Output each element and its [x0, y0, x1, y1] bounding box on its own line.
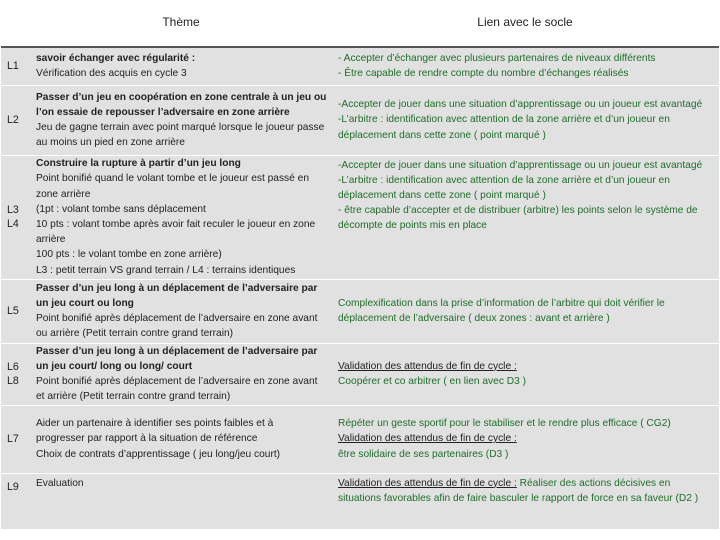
- theme-detail: 10 pts : volant tombe après avoir fait reculer le joueur en zone arrière: [36, 219, 316, 246]
- row-theme: [31, 155, 331, 279]
- theme-detail: progresser par rapport à la situation de référence: [36, 433, 258, 445]
- level-label: L8: [7, 375, 19, 387]
- row-lien: [331, 343, 719, 405]
- row-level: [1, 343, 31, 405]
- row-lien: Complexification dans la prise d’information de l’arbitre qui doit vérifier le déplacement de l’adversaire ( deux zones : avant et arrière ): [331, 279, 719, 343]
- theme-title: Construire la rupture à partir d’un jeu long: [36, 158, 241, 170]
- theme-detail: Vérification des acquis en cycle 3: [36, 68, 187, 80]
- theme-detail: Choix de contrats d’apprentissage ( jeu long/jeu court): [36, 448, 281, 460]
- lien-line: Coopérer et co arbitrer ( en lien avec D3 ): [338, 376, 526, 387]
- theme-detail: L3 : petit terrain VS grand terrain / L4 : terrains identiques: [36, 264, 296, 276]
- table-row: [1, 405, 719, 473]
- row-lien: [331, 155, 719, 279]
- table-row: [1, 47, 719, 85]
- theme-detail: Aider un partenaire à identifier ses points faibles et à: [36, 418, 274, 430]
- theme-detail: Point bonifié après déplacement de l’adversaire en zone avant et arrière (Petit terrain contre grand terrain): [36, 376, 318, 403]
- level-label: L3: [7, 204, 19, 216]
- row-lien: [331, 405, 719, 473]
- lien-line: - Être capable de rendre compte du nombre d’échanges réalisés: [338, 68, 629, 80]
- table-row: [1, 279, 719, 343]
- table-row: [1, 85, 719, 155]
- theme-title: Passer d’un jeu en coopération en zone centrale à un jeu ou l’on essaie de repousser l’adversaire en zone arrière: [36, 91, 327, 118]
- row-level: L7: [1, 405, 31, 473]
- table-row: [1, 473, 719, 529]
- lien-line: Réaliser des actions décisives en situations favorables afin de faire basculer le rapport de force en sa faveur (D2 ): [338, 477, 699, 504]
- lien-validation: Validation des attendus de fin de cycle :: [338, 360, 517, 372]
- row-theme: [31, 405, 331, 473]
- row-level: L2: [1, 85, 31, 155]
- row-level: L1: [1, 47, 31, 85]
- theme-title: Passer d’un jeu long à un déplacement de l’adversaire par un jeu court ou long: [36, 282, 318, 309]
- theme-title: savoir échanger avec régularité :: [36, 53, 196, 65]
- header-empty: [1, 0, 31, 47]
- theme-title: Passer d’un jeu long à un déplacement de l’adversaire par un jeu court/ long ou long/ court: [36, 345, 318, 372]
- row-theme: Evaluation: [31, 473, 331, 529]
- row-theme: [31, 343, 331, 405]
- theme-detail: 100 pts : le volant tombe en zone arrière): [36, 249, 222, 261]
- theme-detail: (1pt : volant tombe sans déplacement: [36, 203, 206, 215]
- row-level: [1, 155, 31, 279]
- lien-line: -Accepter de jouer dans une situation d’apprentissage ou un joueur est avantagé: [338, 159, 703, 171]
- lien-line: [338, 112, 715, 142]
- lien-line: - Accepter d’échanger avec plusieurs partenaires de niveaux différents: [338, 53, 656, 65]
- header-lien: Lien avec le socle: [331, 0, 719, 47]
- row-lien: [331, 85, 719, 155]
- level-label: L4: [7, 218, 19, 230]
- table-row: [1, 343, 719, 405]
- table-row: [1, 155, 719, 279]
- lien-validation: Validation des attendus de fin de cycle :: [338, 477, 517, 489]
- lien-validation: Validation des attendus de fin de cycle :: [338, 433, 517, 445]
- theme-detail: Point bonifié quand le volant tombe et le joueur est passé en zone arrière: [36, 173, 309, 200]
- theme-detail: Point bonifié après déplacement de l’adversaire en zone avant ou arrière (Petit terrain contre grand terrain): [36, 313, 318, 340]
- lien-part: avec attention de la zone arrière et d’un joueur en déplacement dans cette zone ( point marqué ): [338, 174, 670, 201]
- lien-part: avec attention de la zone arrière et d’un joueur en déplacement dans cette zone ( point marqué ): [338, 114, 670, 141]
- lien-line: être solidaire de ses partenaires (D3 ): [338, 448, 509, 460]
- row-theme: [31, 279, 331, 343]
- table-header: [1, 0, 719, 47]
- progression-table: [1, 0, 719, 529]
- row-lien: [331, 47, 719, 85]
- row-theme: [31, 47, 331, 85]
- lien-line: -Accepter de jouer dans une situation d’apprentissage ou un joueur est avantagé: [338, 99, 703, 111]
- lien-part: -L’arbitre : identification: [338, 114, 446, 126]
- lien-line: Répéter un geste sportif pour le stabiliser et le rendre plus efficace ( CG2): [338, 418, 671, 430]
- level-label: L6: [7, 361, 19, 373]
- lien-part: -L’arbitre : identification: [338, 174, 446, 186]
- row-level: L9: [1, 473, 31, 529]
- lien-line: - être capable d’accepter et de distribuer (arbitre) les points selon le système de décompte de points mis en place: [338, 205, 698, 232]
- header-theme: Thème: [31, 0, 331, 47]
- theme-detail: Jeu de gagne terrain avec point marqué lorsque le joueur passe au moins un pied en zone arrière: [36, 122, 325, 149]
- row-level: L5: [1, 279, 31, 343]
- row-lien: [331, 473, 719, 529]
- row-theme: [31, 85, 331, 155]
- lien-line: [338, 173, 715, 203]
